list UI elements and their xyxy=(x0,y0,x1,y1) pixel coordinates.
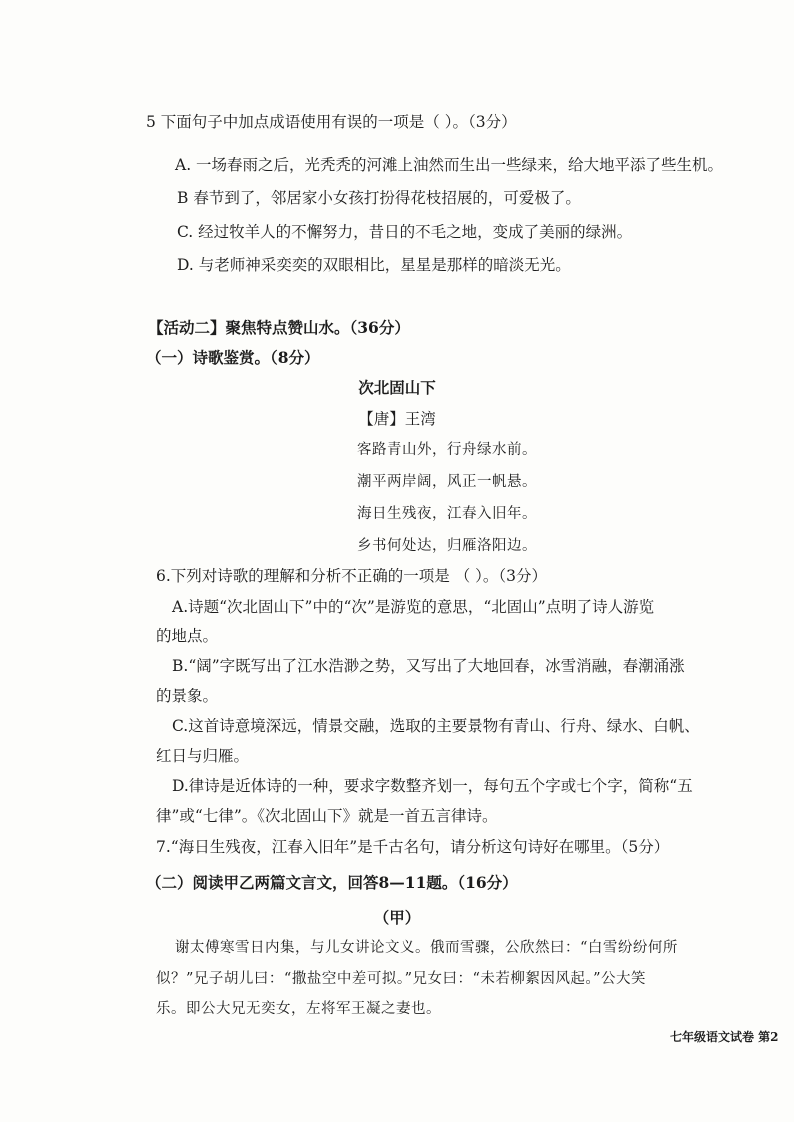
q6-option-c-cont: 红日与归雁。 xyxy=(156,747,250,765)
q6-option-b: B.“阔”字既写出了江水浩渺之势，又写出了大地回春，冰雪消融，春潮涌涨 xyxy=(172,657,685,675)
text-jia-label: （甲） xyxy=(373,908,421,927)
poem-line-1: 客路青山外，行舟绿水前。 xyxy=(357,442,537,458)
poem-line-3: 海日生残夜，江春入旧年。 xyxy=(357,506,537,522)
poem-title: 次北固山下 xyxy=(358,378,436,397)
q6-option-a-cont: 的地点。 xyxy=(156,627,219,645)
q5-option-b: B 春节到了，邻居家小女孩打扮得花枝招展的，可爱极了。 xyxy=(177,189,581,207)
q5-stem: 5 下面句子中加点成语使用有误的一项是（ ）。（3分） xyxy=(146,113,517,131)
q6-option-d: D.律诗是近体诗的一种，要求字数整齐划一，每句五个字或七个字，简称“五 xyxy=(172,777,693,795)
q5-option-d: D. 与老师神采奕奕的双眼相比，星星是那样的暗淡无光。 xyxy=(177,256,571,274)
section-2-heading: （二）阅读甲乙两篇文言文，回答8—11题。（16分） xyxy=(146,873,518,892)
q6-option-b-cont: 的景象。 xyxy=(156,687,219,705)
text-jia-line-1: 谢太傅寒雪日内集，与儿女讲论文义。俄而雪骤，公欣然曰：“白雪纷纷何所 xyxy=(175,940,678,956)
poem-author: 【唐】王湾 xyxy=(358,410,436,428)
q7-stem: 7.“海日生残夜，江春入旧年”是千古名句，请分析这句诗好在哪里。（5分） xyxy=(156,838,670,856)
q6-option-d-cont: 律”或“七律”。《次北固山下》就是一首五言律诗。 xyxy=(156,807,498,825)
poem-line-4: 乡书何处达，归雁洛阳边。 xyxy=(357,538,537,554)
activity2-heading: 【活动二】聚焦特点赞山水。（36分） xyxy=(148,318,410,337)
q6-stem: 6.下列对诗歌的理解和分析不正确的一项是 （ ）。（3分） xyxy=(156,567,548,585)
section-1-heading: （一）诗歌鉴赏。（8分） xyxy=(146,348,320,367)
q6-option-c: C.这首诗意境深远，情景交融，选取的主要景物有青山、行舟、绿水、白帆、 xyxy=(172,717,700,735)
poem-line-2: 潮平两岸阔，风正一帆悬。 xyxy=(357,474,537,490)
page-footer: 七年级语文试卷 第2 xyxy=(670,1030,779,1044)
q6-option-a: A.诗题“次北固山下”中的“次”是游览的意思，“北固山”点明了诗人游览 xyxy=(172,598,655,616)
q5-option-a: A. 一场春雨之后，光秃秃的河滩上油然而生出一些绿来，给大地平添了些生机。 xyxy=(175,156,724,174)
text-jia-line-2: 似？”兄子胡儿曰：“撒盐空中差可拟。”兄女曰：“未若柳絮因风起。”公大笑 xyxy=(156,971,647,987)
text-jia-line-3: 乐。即公大兄无奕女，左将军王凝之妻也。 xyxy=(156,1001,441,1017)
q5-option-c: C. 经过牧羊人的不懈努力，昔日的不毛之地，变成了美丽的绿洲。 xyxy=(177,223,633,241)
